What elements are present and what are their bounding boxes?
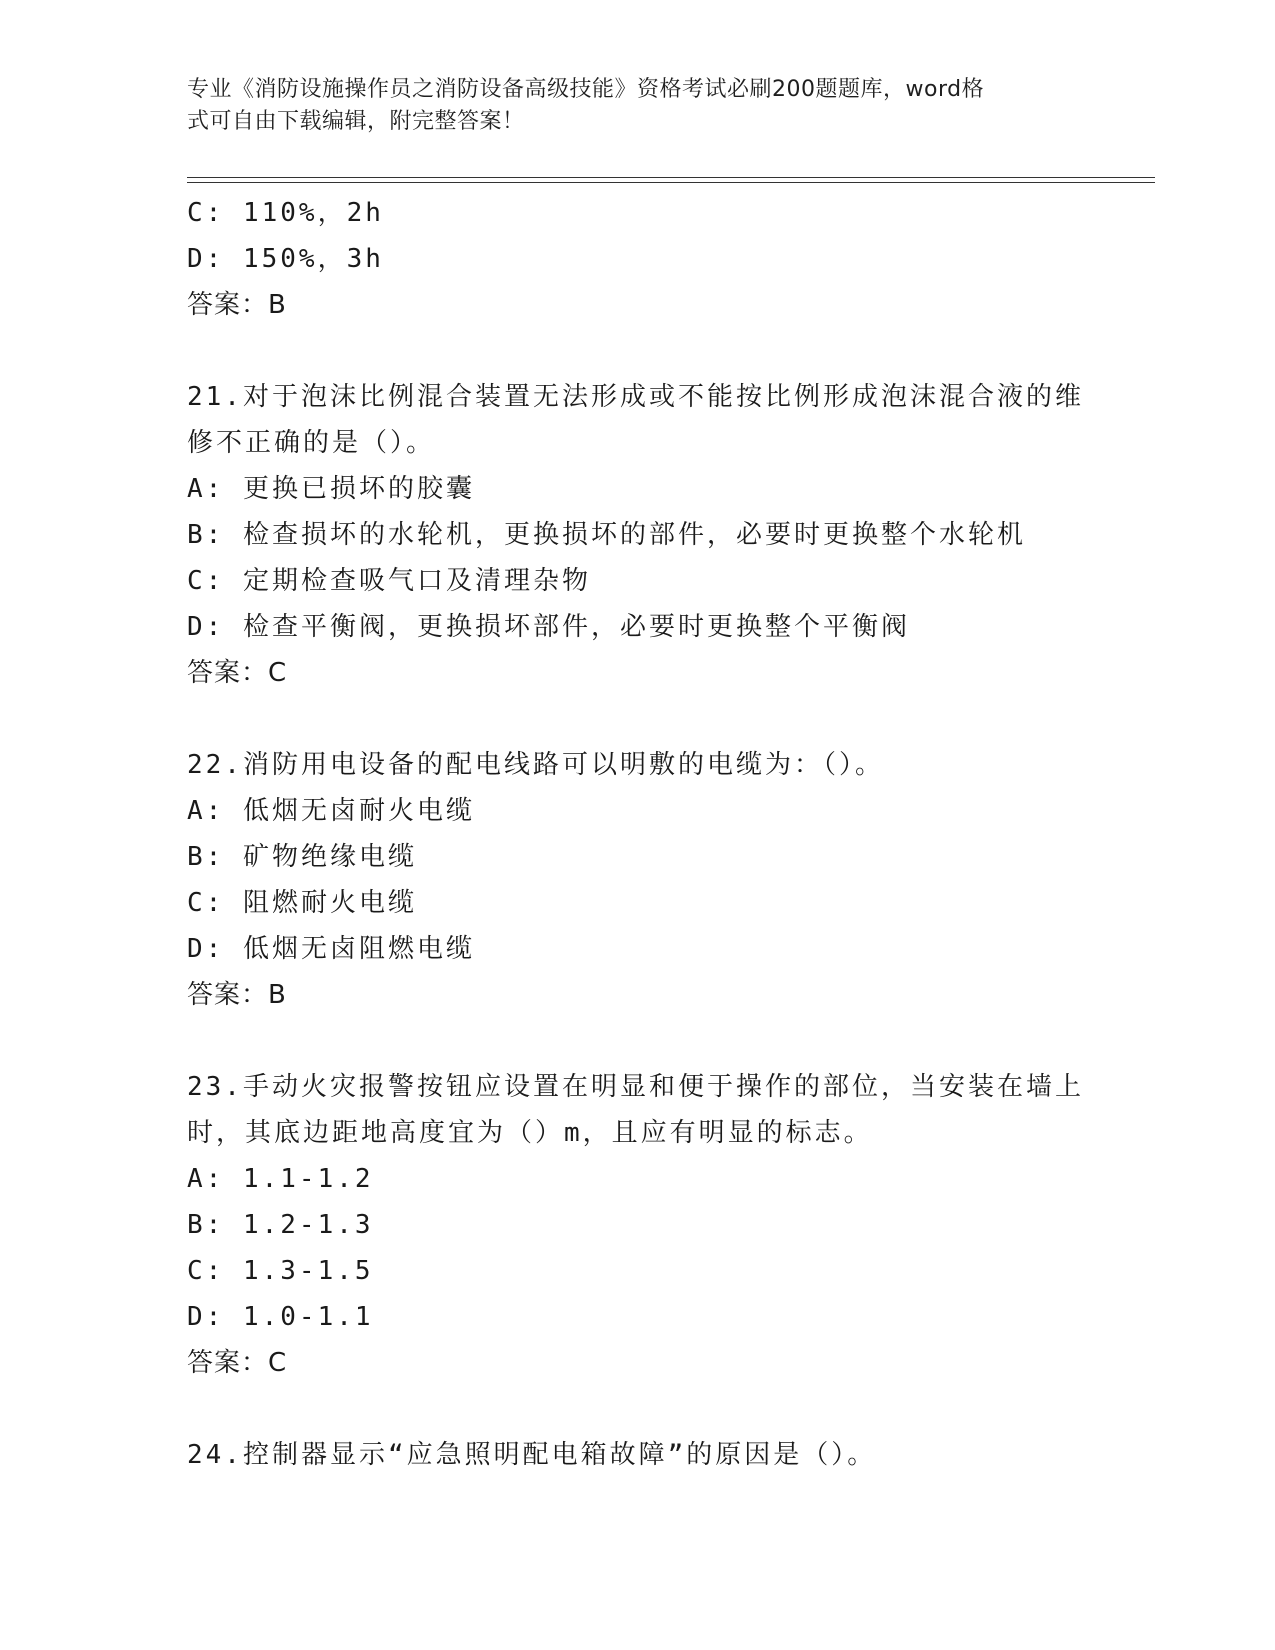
option-a: A: 更换已损坏的胶囊	[187, 474, 475, 504]
option-b: B: 检查损坏的水轮机，更换损坏的部件，必要时更换整个水轮机	[187, 520, 1026, 550]
question-stem: 23.手动火灾报警按钮应设置在明显和便于操作的部位，当安装在墙上	[187, 1072, 1084, 1102]
option-d: D: 检查平衡阀，更换损坏部件，必要时更换整个平衡阀	[187, 612, 910, 642]
question-stem: 24.控制器显示“应急照明配电箱故障”的原因是（）。	[187, 1440, 877, 1470]
option-c: C: 1.3-1.5	[187, 1256, 374, 1286]
option-c: C: 110%，2h	[187, 198, 384, 228]
header-line-1: 专业《消防设施操作员之消防设备高级技能》资格考试必刷200题题库，word格	[187, 77, 985, 102]
option-c: C: 阻燃耐火电缆	[187, 888, 417, 918]
option-c: C: 定期检查吸气口及清理杂物	[187, 566, 591, 596]
question-stem: 时，其底边距地高度宜为（）m，且应有明显的标志。	[187, 1118, 873, 1148]
spacer	[187, 696, 1087, 742]
question-stem: 21.对于泡沫比例混合装置无法形成或不能按比例形成泡沫混合液的维	[187, 382, 1084, 412]
option-b: B: 矿物绝缘电缆	[187, 842, 417, 872]
option-d: D: 低烟无卤阻燃电缆	[187, 934, 475, 964]
option-a: A: 低烟无卤耐火电缆	[187, 796, 475, 826]
answer-line: 答案：B	[187, 290, 287, 320]
question-block-23	[187, 1064, 1087, 1386]
answer-line: 答案：C	[187, 1348, 288, 1378]
header-divider-bottom	[187, 182, 1155, 183]
question-list	[187, 190, 1087, 1478]
spacer	[187, 1386, 1087, 1432]
spacer	[187, 1018, 1087, 1064]
answer-line: 答案：C	[187, 658, 288, 688]
header-divider-top	[187, 177, 1155, 178]
question-block-prev	[187, 190, 1087, 328]
question-block-22	[187, 742, 1087, 1018]
question-stem: 修不正确的是（）。	[187, 428, 436, 458]
answer-line: 答案：B	[187, 980, 287, 1010]
header-line-2: 式可自由下载编辑，附完整答案！	[187, 109, 525, 134]
option-d: D: 150%，3h	[187, 244, 384, 274]
option-a: A: 1.1-1.2	[187, 1164, 374, 1194]
option-b: B: 1.2-1.3	[187, 1210, 374, 1240]
spacer	[187, 328, 1087, 374]
question-block-24	[187, 1432, 1087, 1478]
question-block-21	[187, 374, 1087, 696]
question-stem: 22.消防用电设备的配电线路可以明敷的电缆为：（）。	[187, 750, 884, 780]
option-d: D: 1.0-1.1	[187, 1302, 374, 1332]
document-header	[187, 74, 1067, 138]
